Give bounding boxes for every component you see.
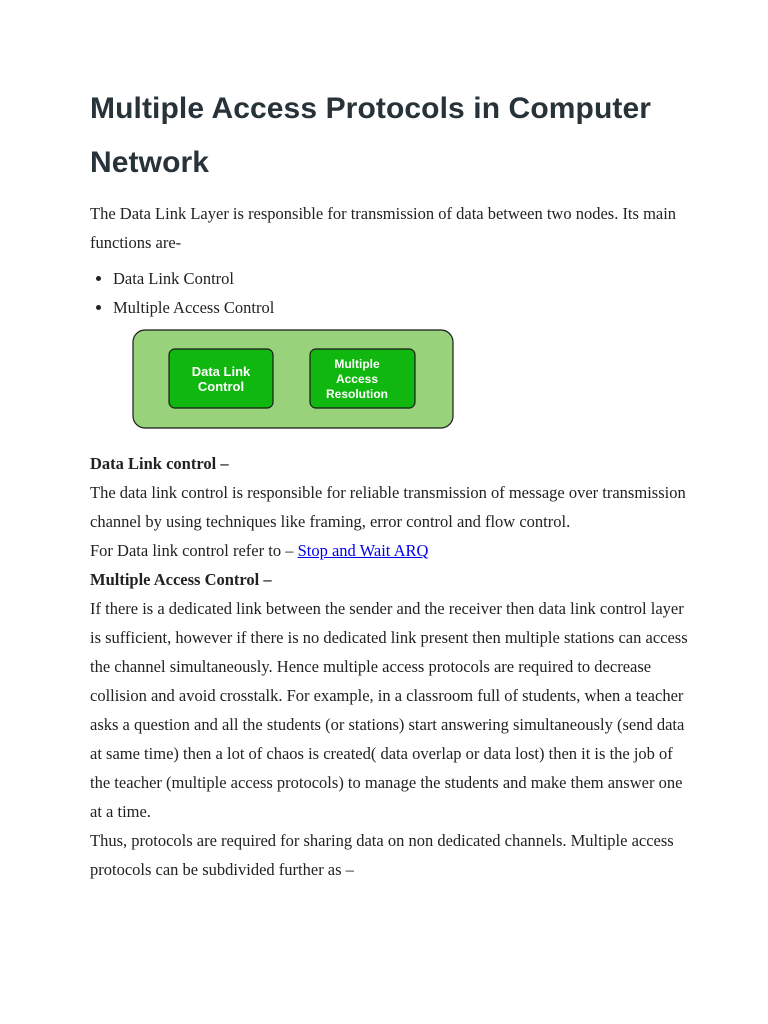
diagram-svg bbox=[132, 329, 454, 429]
dlc-refer-line bbox=[90, 536, 690, 565]
data-link-control-label-line2: Control bbox=[197, 379, 245, 394]
list-item: • Multiple Access Control bbox=[113, 293, 690, 322]
page-title: Multiple Access Protocols in Computer Network bbox=[90, 92, 652, 179]
closing-paragraph: Thus, protocols are required for sharing data on non dedicated channels. Multiple access protocols can be subdivided further as – bbox=[90, 831, 674, 879]
article bbox=[90, 82, 690, 884]
data-link-layer-diagram bbox=[132, 329, 454, 429]
functions-list bbox=[90, 264, 690, 322]
mar-label-line3: Resolution bbox=[326, 387, 388, 401]
dlc-heading: Data Link control – bbox=[90, 454, 229, 473]
stop-and-wait-arq-link[interactable]: Stop and Wait ARQ bbox=[297, 541, 429, 560]
mac-heading: Multiple Access Control – bbox=[90, 570, 272, 589]
dlc-refer-prefix: For Data link control refer to – bbox=[90, 541, 298, 560]
intro-paragraph: The Data Link Layer is responsible for transmission of data between two nodes. Its main functions are- bbox=[90, 204, 677, 252]
mar-label-line2: Access bbox=[335, 372, 379, 386]
data-link-control-label-line1: Data Link bbox=[191, 364, 251, 379]
list-item: • Data Link Control bbox=[113, 264, 690, 293]
mar-label-line1: Multiple bbox=[334, 357, 380, 371]
mac-paragraph: If there is a dedicated link between the sender and the receiver then data link control layer is sufficient, however if there is no dedicated link present then multiple stations can access the channel simultaneously. Hence multiple access protocols are required to decrease collision and avoid crosstalk. For example, in a classroom full of students, when a teacher asks a question and all the students (or stations) start answering simultaneously (send data at same time) then a lot of chaos is created( data overlap or data lost) then it is the job of the teacher (multiple access protocols) to manage the students and make them answer one at a time. bbox=[90, 599, 688, 821]
dlc-paragraph: The data link control is responsible for reliable transmission of message over transmission channel by using techniques like framing, error control and flow control. bbox=[90, 483, 686, 531]
